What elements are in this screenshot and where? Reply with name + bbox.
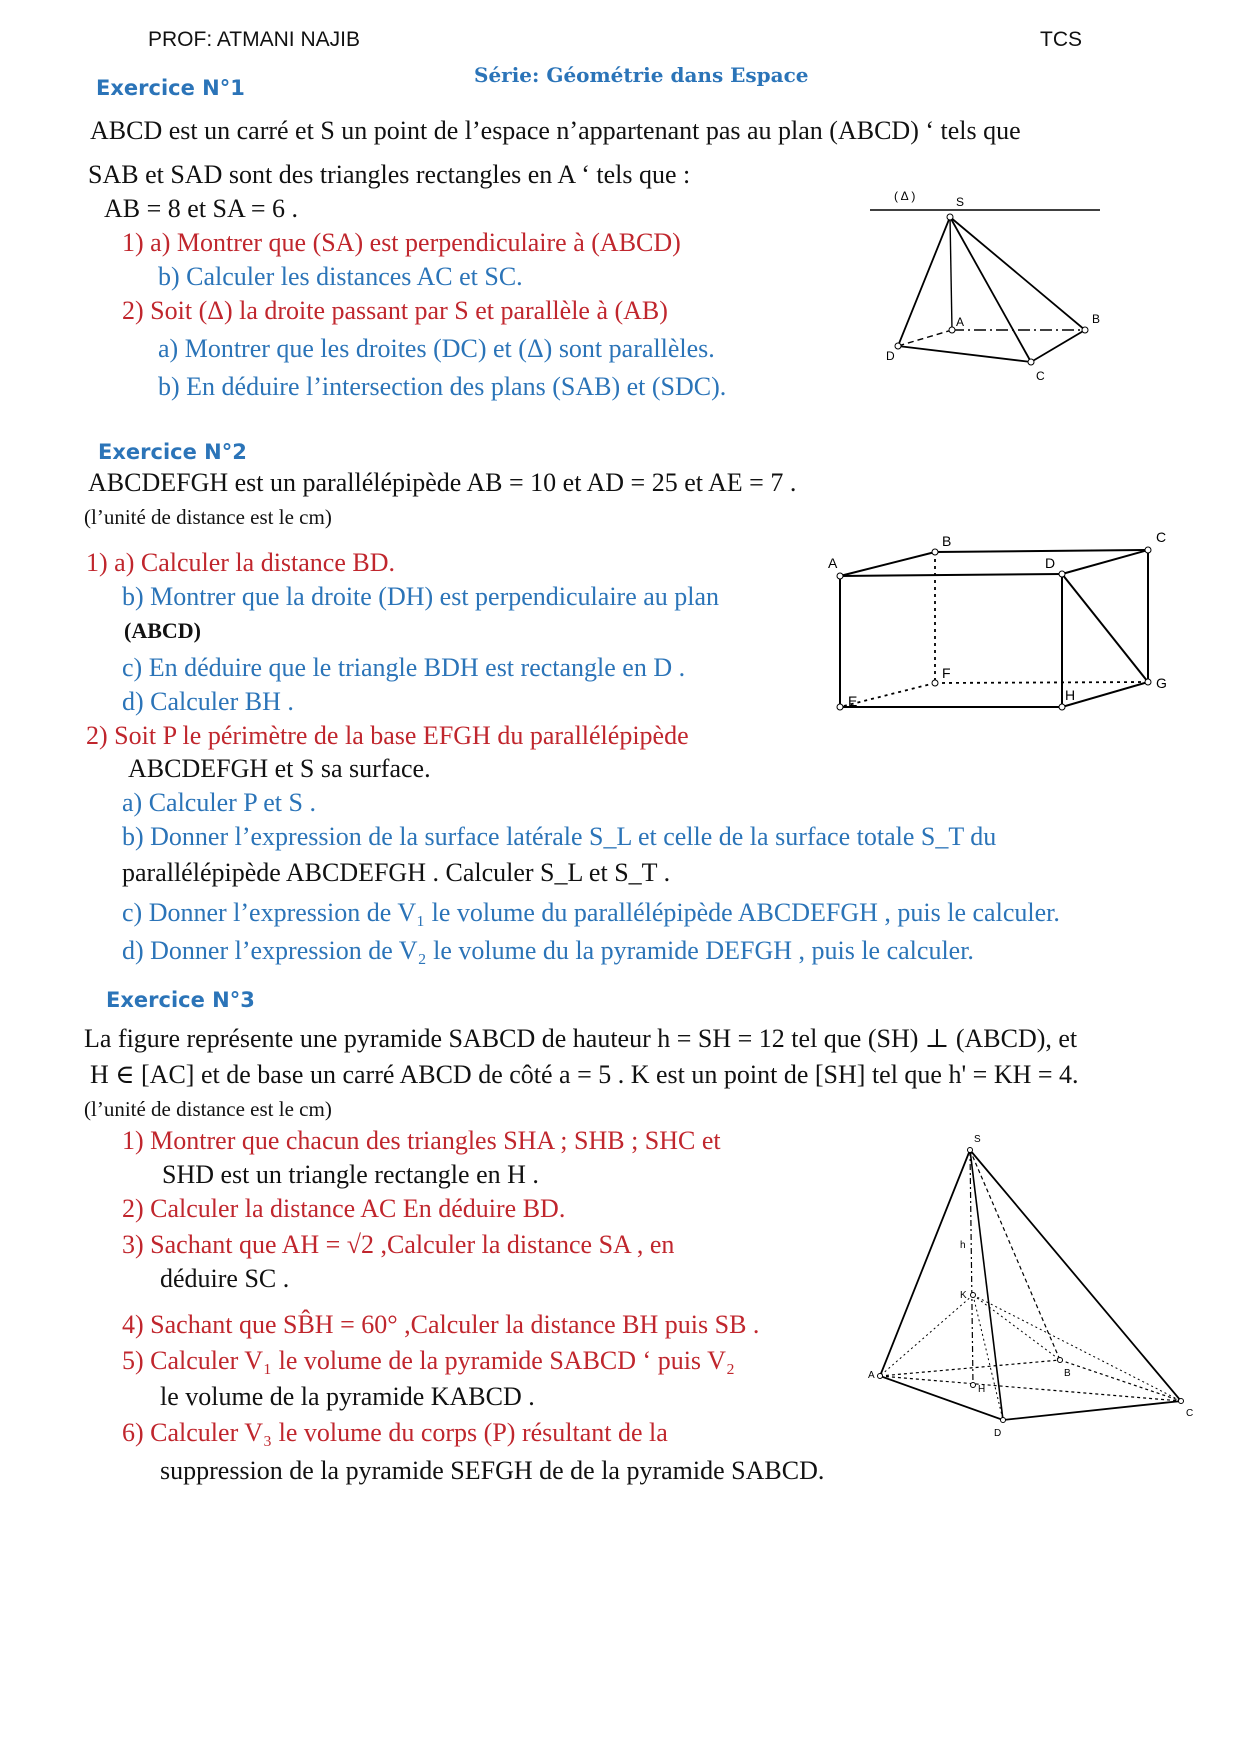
ex2-question-2b: b) Donner l’expression de la surface latérale S_L et celle de la surface totale S_T du (122, 822, 997, 851)
ex2-question-2: 2) Soit P le périmètre de la base EFGH du parallélépipède (86, 721, 689, 750)
ex3-question-4: 4) Sachant que SB̂H = 60° ,Calculer la distance BH puis SB . (122, 1310, 760, 1339)
ex3-question-6: 6) Calculer V₃ le volume du corps (P) résultant de la (122, 1418, 668, 1447)
ex1-pyramid-figure (860, 180, 1110, 380)
level-label: TCS (1040, 28, 1082, 51)
ex2-question-1c: c) En déduire que le triangle BDH est rectangle en D . (122, 653, 686, 682)
ex1-question-1a: 1) a) Montrer que (SA) est perpendiculaire à (ABCD) (122, 228, 681, 257)
fig2-label-g: G (1156, 675, 1167, 691)
fig1-label-c: C (1036, 369, 1045, 380)
ex2-question-2d: d) Donner l’expression de V₂ le volume du la pyramide DEFGH , puis le calculer. (122, 936, 974, 965)
ex1-intro-line-1: ABCD est un carré et S un point de l’espace n’appartenant pas au plan (ABCD) ‘ tels que (90, 116, 1021, 145)
ex1-question-2: 2) Soit (Δ) la droite passant par S et parallèle à (AB) (122, 296, 668, 325)
fig2-label-c: C (1156, 529, 1167, 545)
fig1-label-s: S (956, 195, 965, 209)
ex2-parallelepiped-figure (820, 528, 1180, 728)
exercise-2-title: Exercice N°2 (98, 440, 247, 464)
ex1-intro-line-3: AB = 8 et SA = 6 . (104, 194, 299, 223)
ex3-intro-line-1: La figure représente une pyramide SABCD de hauteur h = SH = 12 tel que (SH) ⊥ (ABCD), et (84, 1024, 1078, 1053)
ex2-question-1d: d) Calculer BH . (122, 687, 294, 716)
ex3-question-1-cont: SHD est un triangle rectangle en H . (162, 1160, 539, 1189)
ex2-unit-note: (l’unité de distance est le cm) (84, 505, 332, 529)
ex3-intro-line-2: H ∈ [AC] et de base un carré ABCD de côté a = 5 . K est un point de [SH] tel que h' = KH = 4. (90, 1060, 1079, 1089)
author-label: PROF: ATMANI NAJIB (148, 28, 360, 51)
fig2-label-b: B (942, 533, 952, 549)
ex2-question-1a: 1) a) Calculer la distance BD. (86, 548, 395, 577)
series-title: Série: Géométrie dans Espace (474, 63, 809, 87)
fig1-label-b: B (1092, 312, 1101, 326)
fig3-label-h-height: h (960, 1240, 966, 1251)
ex3-question-2: 2) Calculer la distance AC En déduire BD. (122, 1194, 566, 1223)
fig2-label-d: D (1045, 555, 1056, 571)
ex2-question-2b-cont: parallélépipède ABCDEFGH . Calculer S_L et S_T . (122, 858, 671, 887)
ex3-question-5-cont: le volume de la pyramide KABCD . (160, 1382, 535, 1411)
fig2-label-a: A (828, 555, 838, 571)
ex1-intro-line-2: SAB et SAD sont des triangles rectangles en A ‘ tels que : (88, 160, 691, 189)
fig3-label-d: D (994, 1428, 1002, 1439)
fig2-label-h: H (1065, 687, 1076, 703)
fig2-label-e: E (848, 693, 858, 709)
ex3-question-5: 5) Calculer V₁ le volume de la pyramide SABCD ‘ puis V₂ (122, 1346, 735, 1375)
fig3-label-s: S (974, 1134, 981, 1145)
fig2-label-f: F (942, 665, 951, 681)
ex3-question-1: 1) Montrer que chacun des triangles SHA ; SHB ; SHC et (122, 1126, 721, 1155)
ex2-question-2-cont: ABCDEFGH et S sa surface. (128, 754, 431, 783)
exercise-1-title: Exercice N°1 (96, 76, 245, 100)
ex2-question-1b: b) Montrer que la droite (DH) est perpendiculaire au plan (122, 582, 720, 611)
ex3-question-3-cont: déduire SC . (160, 1264, 290, 1293)
ex3-question-3: 3) Sachant que AH = √2 ,Calculer la distance SA , en (122, 1230, 675, 1259)
exercise-3-title: Exercice N°3 (106, 988, 255, 1012)
ex2-question-2a: a) Calculer P et S . (122, 788, 316, 817)
fig1-label-d: D (886, 349, 895, 363)
fig3-label-b: B (1064, 1368, 1071, 1379)
fig1-label-a: A (956, 315, 965, 329)
ex3-question-6-cont: suppression de la pyramide SEFGH de de la pyramide SABCD. (160, 1456, 825, 1485)
ex1-question-1b: b) Calculer les distances AC et SC. (158, 262, 523, 291)
fig3-label-k: K (960, 1290, 967, 1301)
ex1-question-2a: a) Montrer que les droites (DC) et (Δ) sont parallèles. (158, 334, 715, 363)
fig3-label-c: C (1186, 1408, 1194, 1419)
fig3-label-a: A (868, 1370, 875, 1381)
fig1-label-delta: ( Δ ) (894, 189, 916, 203)
fig3-label-h: H (978, 1384, 986, 1395)
ex2-intro: ABCDEFGH est un parallélépipède AB = 10 et AD = 25 et AE = 7 . (88, 468, 797, 497)
ex2-question-1b-cont: (ABCD) (124, 618, 201, 643)
ex2-question-2c: c) Donner l’expression de V₁ le volume du parallélépipède ABCDEFGH , puis le calculer. (122, 898, 1060, 927)
ex1-question-2b: b) En déduire l’intersection des plans (SAB) et (SDC). (158, 372, 727, 401)
ex3-pyramid-figure (860, 1130, 1210, 1450)
ex3-unit-note: (l’unité de distance est le cm) (84, 1097, 332, 1121)
